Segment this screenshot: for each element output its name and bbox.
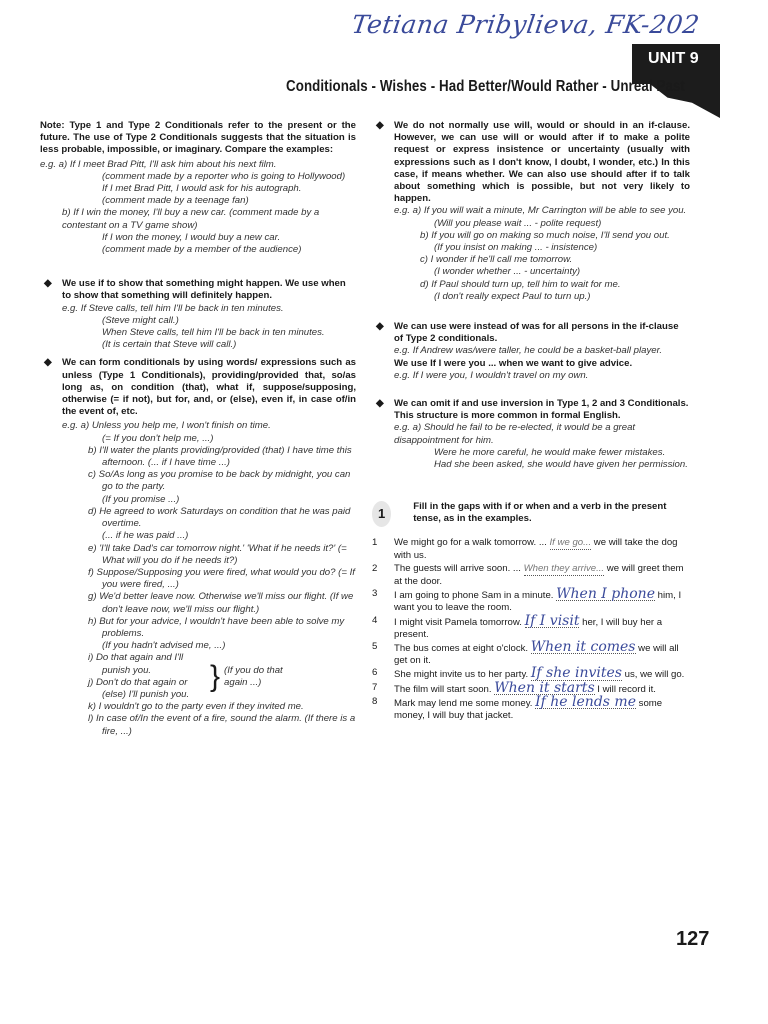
example-line: Were he more careful, he would make fewer mistakes.: [434, 446, 666, 458]
example-note: (= If you don't help me, ...): [102, 432, 214, 444]
rule-if-when: ◆ We use if to show that something might happen. We use when to show that something will definitely happen.: [40, 278, 356, 302]
exercise-header: [372, 501, 690, 527]
student-name-handwriting: Tetiana Pribylieva, FK-202: [349, 10, 702, 39]
exercise-instruction: Fill in the gaps with if or when and a verb in the present tense, as in the examples.: [413, 501, 667, 525]
answer-blank[interactable]: When it starts: [494, 679, 595, 696]
rule-will-would-should: ◆ We do not normally use will, would or should in an if-clause. However, we can use will or would after if to make a polite request or express insistence or uncertainty (usually with expressions such as I don't know, I doubt, I wonder, etc.) In this case, if means whether. We can also use should after if to talk about something which is possible, but not very likely to happen.: [372, 120, 690, 205]
example-line: If I won the money, I would buy a new car.: [102, 231, 281, 243]
example-line: k) I wouldn't go to the party even if they invited me.: [88, 701, 304, 713]
example-note: (If you promise ...): [102, 493, 180, 505]
example-line: d) He agreed to work Saturdays on condition that he was paid overtime.: [88, 505, 351, 530]
example-line: e.g. a) Unless you help me, I won't finish on time.: [62, 420, 271, 432]
example-line: l) In case of/In the event of a fire, sound the alarm. (If there is a fire, ...): [88, 713, 356, 737]
answer-blank[interactable]: If we go...: [550, 537, 592, 550]
exercise-item: [372, 693, 690, 722]
example-note: (If you insist on making ... - insistence): [434, 242, 598, 254]
answer-blank[interactable]: When it comes: [530, 638, 636, 655]
note-paragraph: Note: Type 1 and Type 2 Conditionals refer to the present or the future. The use of Type 2 Conditionals suggests that the situation is less probable, impossible, or imaginary. Compare the examples:: [40, 120, 357, 156]
chapter-title: Conditionals - Wishes - Had Better/Would Rather - Unreal Past: [286, 78, 685, 95]
rule-conditional-words: ◆ We can form conditionals by using words/ expressions such as unless (Type 1 Conditionals), providing/provided that, so/as long as, on condition (that), what if, suppose/supposing, otherwise (= if not), but for, and, or (else), even if, in case of/in the event of, etc.: [40, 357, 356, 418]
exercise-item: [372, 679, 690, 696]
item-text: I might visit Pamela tomorrow. If I visit her, I will buy her a present.: [394, 612, 663, 640]
exercise-item: [372, 638, 690, 667]
answer-blank[interactable]: If she invites: [530, 665, 622, 682]
unit-label: UNIT 9: [648, 50, 699, 67]
item-text: We might go for a walk tomorrow. ... If we go... we will take the dog with us.: [394, 537, 678, 562]
note-examples: [40, 159, 356, 257]
item-text: She might invite us to her party. If she invites us, we will go.: [394, 665, 685, 682]
example-line: b) If you will go on making so much noise, I'll send you out.: [420, 229, 670, 241]
rule-inversion: ◆ We can omit if and use inversion in Type 1, 2 and 3 Conditionals. This structure is more common in formal English.: [372, 398, 690, 422]
example-note: (comment made by a teenage fan): [102, 195, 249, 207]
example-line: e.g. a) Should he fail to be re-elected, it would be a great disappointment for him.: [394, 422, 636, 446]
example-note: (Steve might call.): [102, 314, 179, 326]
right-column: [372, 120, 690, 722]
item-text: The guests will arrive soon. ... When they arrive... we will greet them at the door.: [394, 562, 684, 587]
brace-group: [40, 652, 356, 701]
example-line: d) If Paul should turn up, tell him to wait for me.: [420, 278, 621, 290]
example-note: (If you hadn't advised me, ...): [102, 640, 226, 652]
item-number: 6: [372, 667, 378, 679]
example-note: (... if he was paid ...): [102, 530, 189, 542]
exercise-list: [372, 537, 690, 722]
example-note: (comment made by a member of the audience): [102, 244, 302, 256]
exercise-number-badge: 1: [372, 501, 391, 527]
item-number: 5: [372, 640, 378, 652]
item-number: 2: [372, 562, 378, 574]
example-line: j) Don't do that again or (else) I'll punish you.: [88, 676, 190, 700]
example-line: b) I'll water the plants providing/provided (that) I have time this afternoon. (... if I have time ...): [88, 444, 352, 469]
answer-blank[interactable]: When they arrive...: [524, 563, 605, 576]
item-number: 3: [372, 588, 378, 600]
example-line: e.g. a) If you will wait a minute, Mr Carrington will be able to see you.: [394, 205, 687, 217]
example-line: f) Suppose/Supposing you were fired, what would you do? (= If you were fired, ...): [88, 566, 355, 591]
example-note: (comment made by a reporter who is going to Hollywood): [102, 170, 346, 182]
example-note: (It is certain that Steve will call.): [102, 339, 237, 351]
answer-blank[interactable]: If he lends me: [535, 693, 636, 710]
word-examples: [40, 420, 356, 737]
item-text: Mark may lend me some money. If he lends me some money, I will buy that jacket.: [394, 693, 663, 721]
example-line: e.g. If Steve calls, tell him I'll be back in ten minutes.: [62, 302, 284, 314]
item-number: 7: [372, 681, 378, 693]
example-line: c) So/As long as you promise to be back by midnight, you can go to the party.: [88, 469, 351, 493]
item-text: The bus comes at eight o'clock. When it comes we will all get on it.: [394, 638, 679, 667]
example-line: h) But for your advice, I wouldn't have been able to solve my problems.: [88, 615, 345, 639]
example-line: g) We'd better leave now. Otherwise we'll miss our flight. (If we don't leave now, we'll miss our flight.): [88, 591, 354, 615]
example-line: Had she been asked, she would have given her permission.: [434, 459, 688, 471]
item-number: 1: [372, 537, 378, 549]
page-number: 127: [676, 928, 710, 950]
example-note: (I don't really expect Paul to turn up.): [434, 290, 591, 302]
answer-blank[interactable]: If I visit: [524, 612, 580, 629]
exercise-item: [372, 612, 690, 641]
item-text: The film will start soon. When it starts I will record it.: [394, 679, 656, 696]
example-note: (If you do that again ...): [224, 664, 283, 688]
brace-symbol: }: [210, 659, 221, 693]
example-line: e) 'I'll take Dad's car tomorrow night.' 'What if he needs it?' (= What will you do if he needs it?): [88, 542, 347, 566]
example-line: b) If I win the money, I'll buy a new car. (comment made by a contestant on a TV game show): [62, 207, 320, 231]
answer-blank[interactable]: When I phone: [556, 586, 655, 603]
example-line: When Steve calls, tell him I'll be back in ten minutes.: [102, 327, 325, 339]
example-line: c) I wonder if he'll call me tomorrow.: [420, 254, 573, 266]
left-column: [40, 120, 356, 738]
exercise-item: [372, 537, 690, 562]
example-line: i) Do that again and I'll punish you.: [88, 652, 184, 676]
exercise-item: [372, 563, 690, 588]
example-line: e.g. a) If I meet Brad Pitt, I'll ask him about his next film.: [40, 158, 277, 170]
example-line: e.g. If Andrew was/were taller, he could be a basket-ball player.: [394, 345, 663, 357]
exercise-item: [372, 588, 690, 614]
rule-were: ◆ We can use were instead of was for all persons in the if-clause of Type 2 conditionals.: [372, 321, 690, 345]
item-number: 8: [372, 695, 378, 707]
example-note: (I wonder whether ... - uncertainty): [434, 266, 581, 278]
rule-advice: We use If I were you ... when we want to give advice.: [394, 357, 633, 369]
example-line: If I met Brad Pitt, I would ask for his autograph.: [102, 183, 302, 195]
item-text: I am going to phone Sam in a minute. When I phone him, I want you to leave the room.: [394, 586, 682, 614]
example-note: (Will you please wait ... - polite request): [434, 217, 602, 229]
item-number: 4: [372, 614, 378, 626]
example-line: e.g. If I were you, I wouldn't travel on my own.: [394, 369, 589, 381]
